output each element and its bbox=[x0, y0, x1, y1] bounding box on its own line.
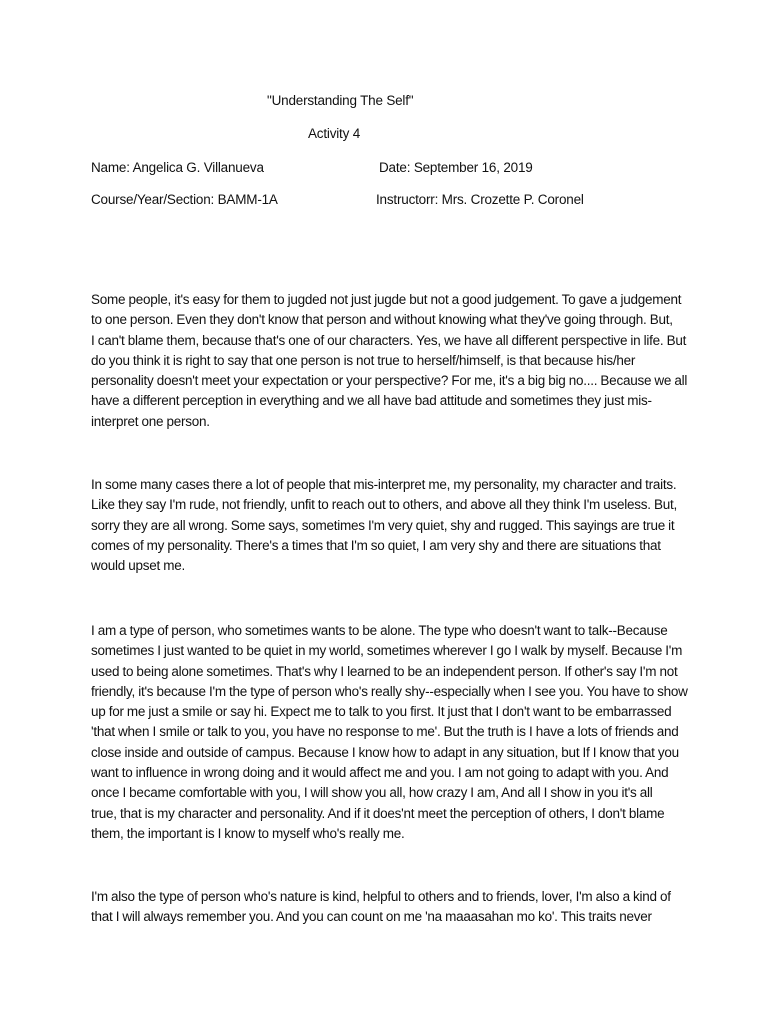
text-line: Like they say I'm rude, not friendly, unfit to reach out to others, and above all they think I'm useless. But, bbox=[91, 497, 677, 513]
text-line: In some many cases there a lot of people that mis-interpret me, my personality, my character and traits. bbox=[91, 477, 677, 492]
text-line: up for me just a smile or say hi. Expect me to talk to you first. It just that I don't want to be embarrassed bbox=[91, 704, 672, 720]
text-line: once I became comfortable with you, I will show you all, how crazy I am, And all I show in you it's all bbox=[91, 785, 653, 801]
text-line: close inside and outside of campus. Because I know how to adapt in any situation, but If I know that you bbox=[91, 744, 679, 760]
text-line: sometimes I just wanted to be quiet in my world, sometimes wherever I go I walk by myself. Because I'm bbox=[91, 643, 683, 659]
text-line: interpret one person. bbox=[91, 413, 210, 429]
text-line: sorry they are all wrong. Some says, sometimes I'm very quiet, shy and rugged. This sayings are true it bbox=[91, 517, 675, 533]
text-line: I'm also the type of person who's nature is kind, helpful to others and to friends, lover, I'm also a kind of bbox=[91, 889, 671, 904]
text-line: true, that is my character and personality. And if it does'nt meet the perception of others, I don't blame bbox=[91, 805, 665, 821]
paragraph-3 bbox=[91, 621, 691, 844]
text-line: I can't blame them, because that's one of our characters. Yes, we have all different perspective in life. But bbox=[91, 332, 687, 348]
text-line: to one person. Even they don't know that person and without knowing what they've going through. But, bbox=[91, 312, 673, 328]
text-line: do you think it is right to say that one person is not true to herself/himself, is that because his/her bbox=[91, 352, 636, 368]
paragraph-2 bbox=[91, 475, 691, 576]
document-title: "Understanding The Self" bbox=[267, 93, 414, 108]
text-line: them, the important is I know to myself who's really me. bbox=[91, 825, 405, 841]
text-line: Some people, it's easy for them to jugded not just jugde but not a good judgement. To gave a judgement bbox=[91, 292, 682, 307]
text-line: have a different perception in everything and we all have bad attitude and sometimes they just mis- bbox=[91, 393, 652, 409]
text-line: that I will always remember you. And you can count on me 'na maaasahan mo ko'. This traits never bbox=[91, 909, 652, 925]
text-line: 'that when I smile or talk to you, you have no response to me'. But the truth is I have a lots of friends and bbox=[91, 724, 679, 740]
text-line: would upset me. bbox=[91, 558, 185, 574]
paragraph-1 bbox=[91, 290, 691, 432]
text-line: used to being alone sometimes. That's why I learned to be an independent person. If other's say I'm not bbox=[91, 663, 678, 679]
paragraph-4 bbox=[91, 887, 691, 928]
text-line: friendly, it's because I'm the type of person who's really shy--especially when I see you. You have to show bbox=[91, 683, 688, 699]
course-year-section: Course/Year/Section: BAMM-1A bbox=[91, 192, 278, 207]
student-name: Name: Angelica G. Villanueva bbox=[91, 160, 264, 175]
activity-label: Activity 4 bbox=[308, 126, 361, 141]
document-date: Date: September 16, 2019 bbox=[379, 160, 533, 175]
instructor-name: Instructorr: Mrs. Crozette P. Coronel bbox=[376, 192, 584, 207]
text-line: want to influence in wrong doing and it would affect me and you. I am not going to adapt with you. And bbox=[91, 765, 669, 781]
text-line: comes of my personality. There's a times that I'm so quiet, I am very shy and there are situations that bbox=[91, 537, 661, 553]
text-line: personality doesn't meet your expectation or your perspective? For me, it's a big big no.... Because we all bbox=[91, 373, 688, 389]
text-line: I am a type of person, who sometimes wants to be alone. The type who doesn't want to talk--Because bbox=[91, 623, 668, 638]
